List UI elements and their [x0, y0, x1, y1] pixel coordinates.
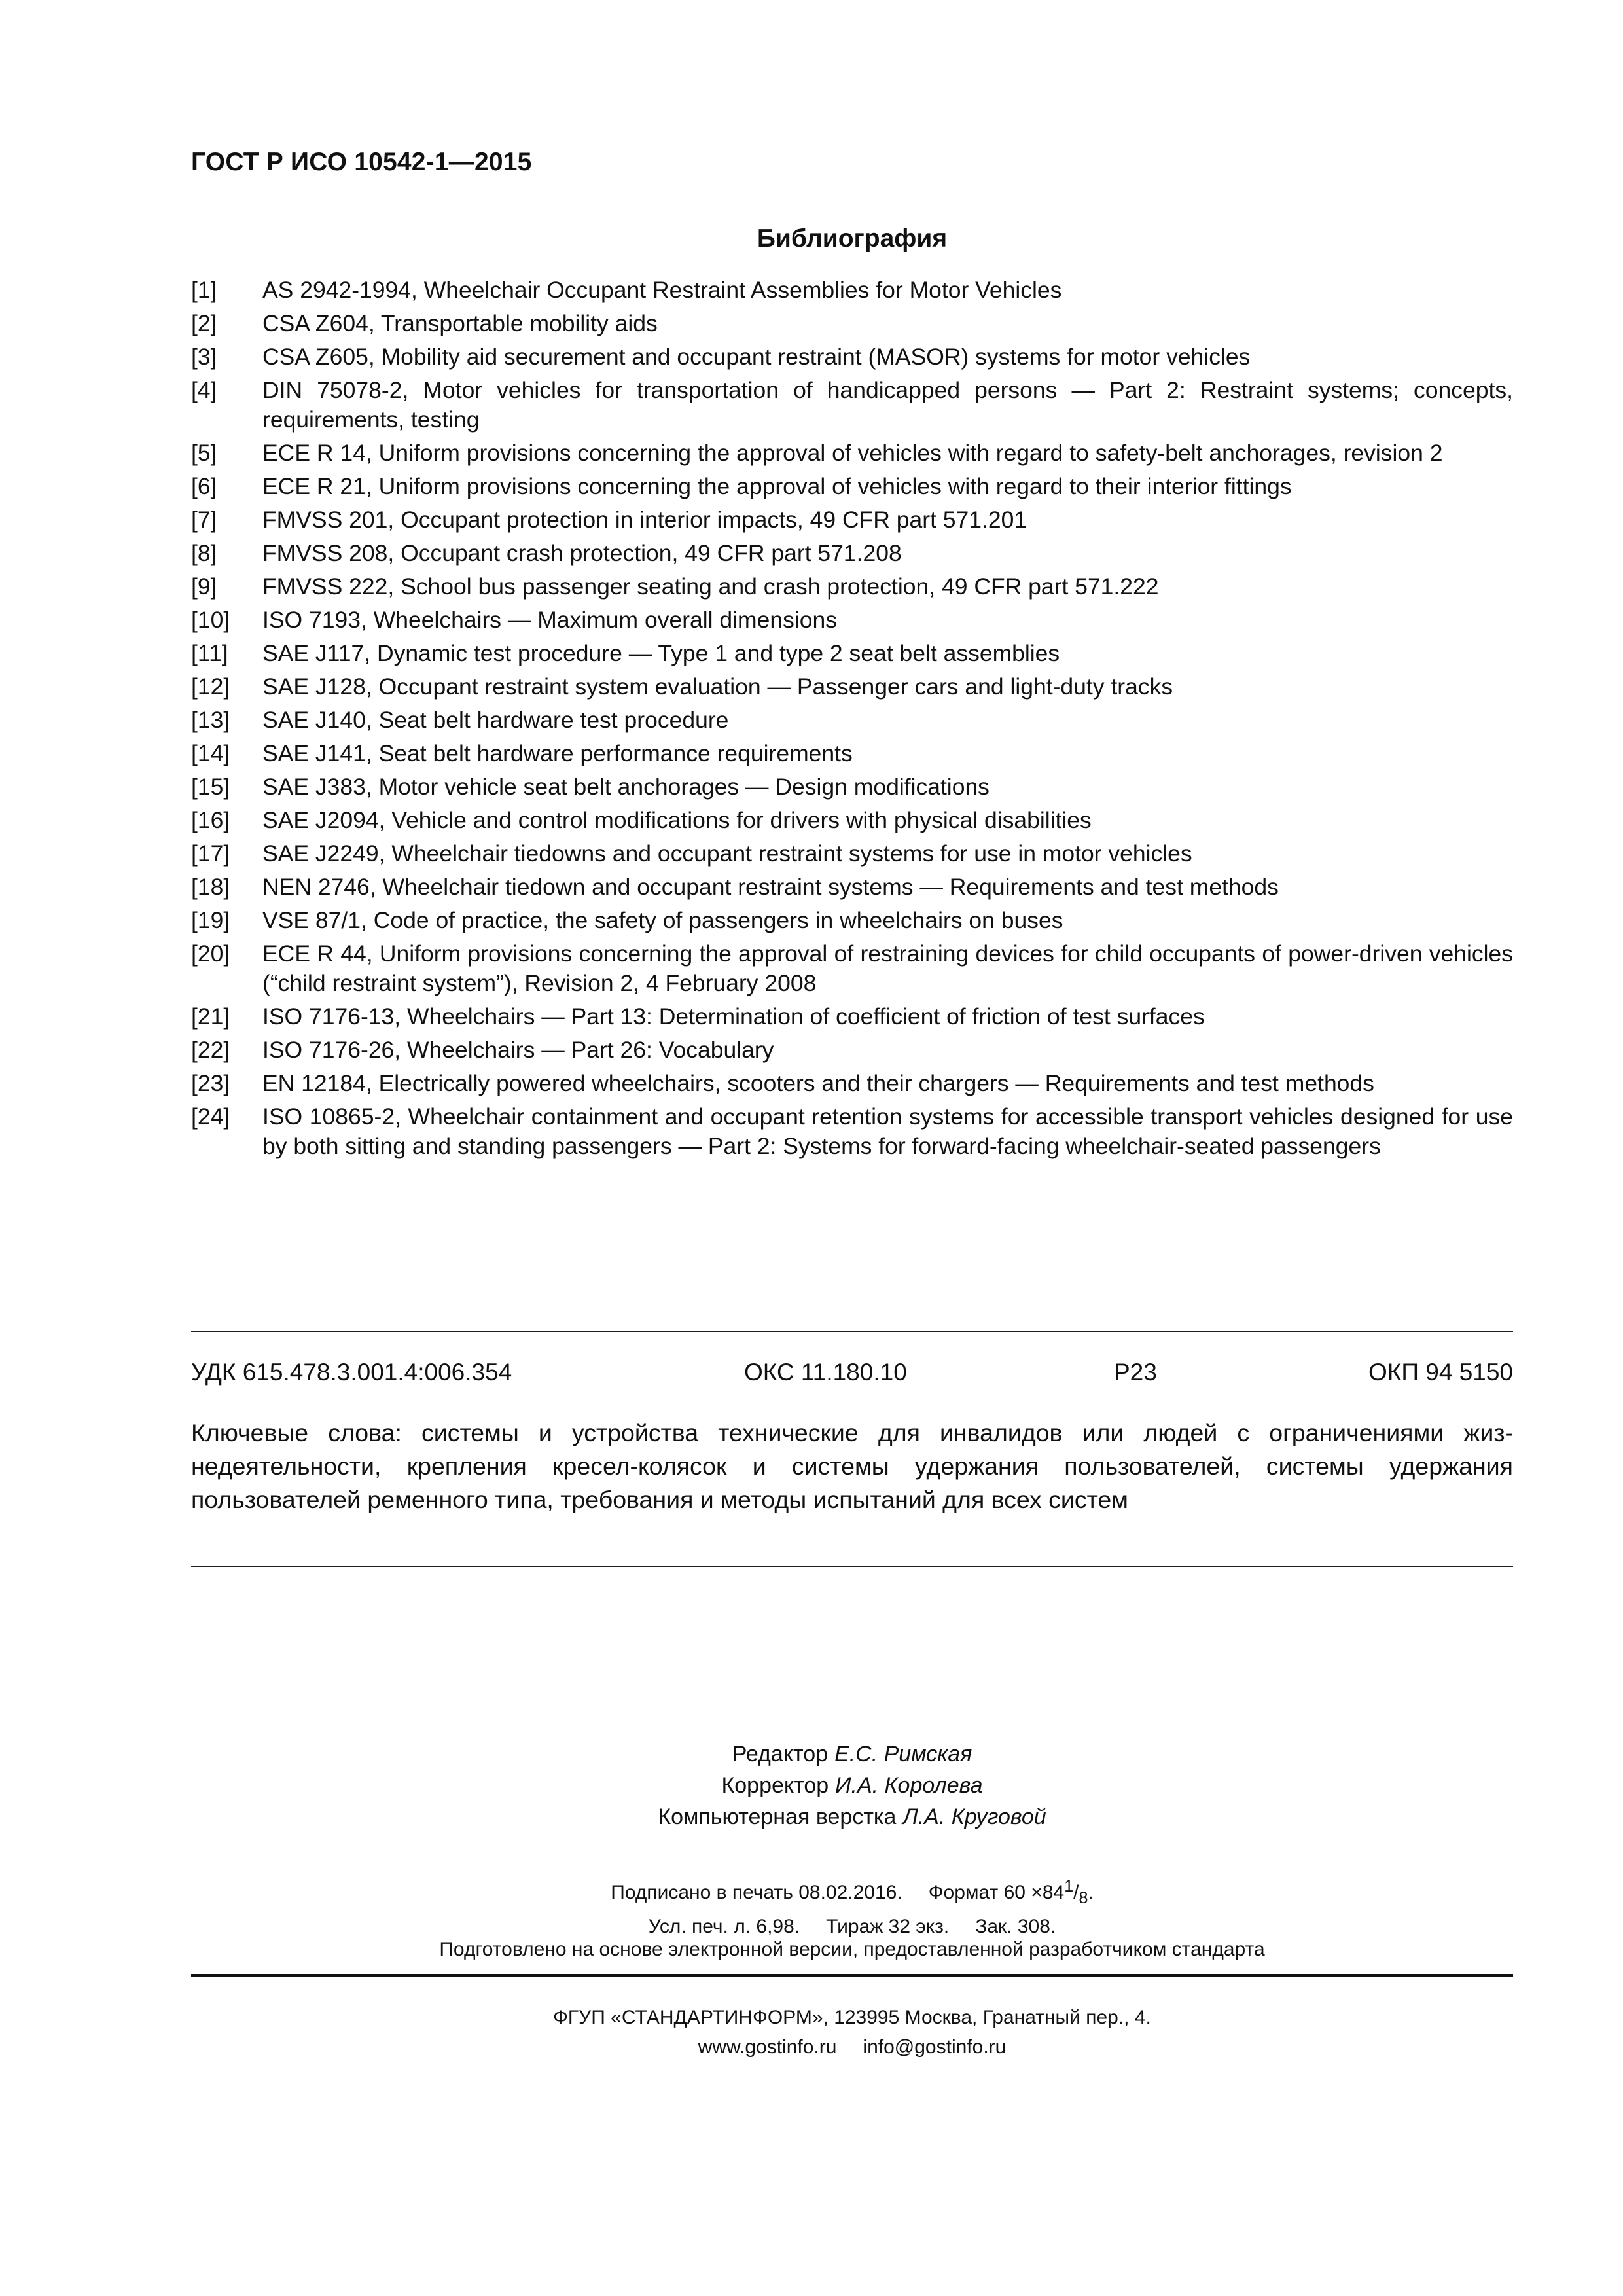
- bibliography-item-text: CSA Z604, Transportable mobility aids: [262, 310, 658, 336]
- bibliography-item: [191, 706, 1513, 735]
- bibliography-item: [191, 806, 1513, 835]
- bibliography-item: [191, 1102, 1513, 1161]
- prepared-note: Подготовлено на основе электронной версии, предоставленной разработчиком стандарта: [439, 1939, 1265, 1960]
- corrector-name: И.А. Королева: [835, 1773, 983, 1798]
- bibliography-item: [191, 839, 1513, 869]
- corrector-line: [0, 1770, 1623, 1801]
- editor-name: Е.С. Римская: [834, 1742, 972, 1767]
- bibliography-item-number: [20]: [191, 941, 230, 967]
- bibliography-item: [191, 505, 1513, 535]
- bibliography-item-number: [14]: [191, 740, 230, 766]
- editor-line: [0, 1738, 1623, 1770]
- bibliography-item: [191, 1069, 1513, 1098]
- publisher-contacts: [0, 2032, 1623, 2062]
- bibliography-item-number: [2]: [191, 310, 217, 336]
- bibliography-item-text: EN 12184, Electrically powered wheelchairs, scooters and their chargers — Requirements and test methods: [262, 1070, 1374, 1096]
- bibliography-item: [191, 309, 1513, 338]
- oks-code: ОКС 11.180.10: [744, 1359, 907, 1386]
- bibliography-item-text: SAE J117, Dynamic test procedure — Type 1 and type 2 seat belt assemblies: [262, 640, 1060, 666]
- bibliography-item: [191, 872, 1513, 902]
- bibliography-item: [191, 605, 1513, 635]
- publisher-block: [0, 2003, 1623, 2062]
- bibliography-list: [191, 276, 1513, 1165]
- editor-label: Редактор: [732, 1742, 829, 1767]
- bibliography-item-number: [21]: [191, 1003, 230, 1030]
- bibliography-item-text: FMVSS 208, Occupant crash protection, 49 CFR part 571.208: [262, 540, 902, 566]
- bibliography-item-number: [9]: [191, 573, 217, 600]
- layout-label: Компьютерная верстка: [658, 1804, 897, 1829]
- bibliography-item-text: DIN 75078-2, Motor vehicles for transportation of handicapped persons — Part 2: Restraint systems; concepts, requirements, testing: [262, 377, 1513, 433]
- bibliography-item: [191, 439, 1513, 468]
- bibliography-item-text: ISO 7176-26, Wheelchairs — Part 26: Vocabulary: [262, 1037, 774, 1063]
- bibliography-item-text: SAE J141, Seat belt hardware performance requirements: [262, 740, 853, 766]
- bibliography-item-number: [18]: [191, 874, 230, 900]
- keywords: Ключевые слова: системы и устройства технические для инвалидов или людей с ограничениями жиз- недеятельности, крепления кресел-колясок и системы удержания пользователей, системы удержания пользователей ременного типа, требования и методы испытаний для всех систем: [191, 1419, 1513, 1513]
- bibliography-item: [191, 672, 1513, 702]
- bibliography-item-number: [13]: [191, 707, 230, 733]
- document-code: ГОСТ Р ИСО 10542-1—2015: [191, 148, 532, 176]
- bibliography-item-text: NEN 2746, Wheelchair tiedown and occupant restraint systems — Requirements and test methods: [262, 874, 1279, 900]
- publisher-website[interactable]: www.gostinfo.ru: [698, 2036, 837, 2058]
- bibliography-item-text: ISO 7193, Wheelchairs — Maximum overall dimensions: [262, 607, 837, 633]
- bibliography-item: [191, 572, 1513, 601]
- bibliography-item-number: [17]: [191, 840, 230, 867]
- bibliography-item-text: SAE J2249, Wheelchair tiedowns and occupant restraint systems for use in motor vehicles: [262, 840, 1192, 867]
- divider-top: [191, 1331, 1513, 1332]
- bibliography-item-number: [22]: [191, 1037, 230, 1063]
- bibliography-item-text: FMVSS 222, School bus passenger seating and crash protection, 49 CFR part 571.222: [262, 573, 1159, 600]
- divider-publisher: [191, 1974, 1513, 1977]
- bibliography-item-number: [19]: [191, 907, 230, 933]
- print-info: [0, 1872, 1623, 1941]
- bibliography-item: [191, 1002, 1513, 1031]
- bibliography-item-text: VSE 87/1, Code of practice, the safety of passengers in wheelchairs on buses: [262, 907, 1063, 933]
- layout-line: [0, 1801, 1623, 1833]
- bibliography-item-number: [7]: [191, 507, 217, 533]
- bibliography-item-number: [3]: [191, 344, 217, 370]
- publisher-email[interactable]: info@gostinfo.ru: [863, 2036, 1007, 2058]
- corrector-label: Корректор: [721, 1773, 829, 1798]
- bibliography-item-text: ECE R 44, Uniform provisions concerning the approval of restraining devices for child occupants of power-driven vehicles (“child restraint system”), Revision 2, 4 February 2008: [262, 941, 1513, 996]
- bibliography-item: [191, 472, 1513, 501]
- bibliography-item-number: [23]: [191, 1070, 230, 1096]
- group-code: Р23: [1114, 1359, 1157, 1386]
- bibliography-item-text: SAE J140, Seat belt hardware test procedure: [262, 707, 729, 733]
- bibliography-item: [191, 906, 1513, 935]
- bibliography-item-number: [11]: [191, 640, 228, 666]
- bibliography-title: Библиография: [757, 224, 948, 253]
- bibliography-item-number: [16]: [191, 807, 230, 833]
- bibliography-item-number: [5]: [191, 440, 217, 466]
- bibliography-item-text: ISO 7176-13, Wheelchairs — Part 13: Determination of coefficient of friction of test surfaces: [262, 1003, 1205, 1030]
- print-info-line-2: [0, 1912, 1623, 1941]
- bibliography-item: [191, 376, 1513, 435]
- print-sheets: Усл. печ. л. 6,98.: [648, 1916, 800, 1937]
- bibliography-item: [191, 739, 1513, 768]
- bibliography-item-number: [8]: [191, 540, 217, 566]
- publisher-address: ФГУП «СТАНДАРТИНФОРМ», 123995 Москва, Гранатный пер., 4.: [553, 2007, 1151, 2028]
- order-number: Зак. 308.: [975, 1916, 1056, 1937]
- bibliography-item-number: [6]: [191, 473, 217, 499]
- print-info-line-1: [0, 1872, 1623, 1912]
- credits-block: [0, 1738, 1623, 1833]
- divider-bottom: [191, 1566, 1513, 1567]
- bibliography-item-text: ECE R 14, Uniform provisions concerning the approval of vehicles with regard to safety-belt anchorages, revision 2: [262, 440, 1443, 466]
- bibliography-item-number: [15]: [191, 774, 230, 800]
- classification-row: [191, 1359, 1513, 1391]
- bibliography-item: [191, 939, 1513, 998]
- bibliography-item-number: [24]: [191, 1103, 230, 1130]
- bibliography-item: [191, 539, 1513, 568]
- bibliography-item-text: SAE J2094, Vehicle and control modifications for drivers with physical disabilities: [262, 807, 1092, 833]
- bibliography-item-text: CSA Z605, Mobility aid securement and occupant restraint (MASOR) systems for motor vehicles: [262, 344, 1251, 370]
- okp-code: ОКП 94 5150: [1368, 1359, 1513, 1386]
- bibliography-item-text: ISO 10865-2, Wheelchair containment and occupant retention systems for accessible transport vehicles designed for use by both sitting and standing passengers — Part 2: Systems for forward-facing wheelchair-seated passengers: [262, 1103, 1513, 1159]
- bibliography-item-number: [4]: [191, 377, 217, 403]
- bibliography-item: [191, 639, 1513, 668]
- bibliography-item: [191, 772, 1513, 802]
- bibliography-item: [191, 276, 1513, 305]
- print-run: Тираж 32 экз.: [826, 1916, 950, 1937]
- bibliography-item-text: SAE J128, Occupant restraint system evaluation — Passenger cars and light-duty tracks: [262, 673, 1173, 700]
- bibliography-item-text: SAE J383, Motor vehicle seat belt anchorages — Design modifications: [262, 774, 990, 800]
- bibliography-item-number: [1]: [191, 277, 217, 303]
- paper-format: Формат $60 \times 84^1/_8$.: [928, 1877, 1094, 1907]
- bibliography-item-number: [12]: [191, 673, 230, 700]
- bibliography-item-text: ECE R 21, Uniform provisions concerning the approval of vehicles with regard to their interior fittings: [262, 473, 1292, 499]
- bibliography-item: [191, 342, 1513, 372]
- signed-date: Подписано в печать 08.02.2016.: [611, 1882, 902, 1903]
- udk-code: УДК 615.478.3.001.4:006.354: [191, 1359, 512, 1386]
- bibliography-item-text: FMVSS 201, Occupant protection in interior impacts, 49 CFR part 571.201: [262, 507, 1027, 533]
- bibliography-item-number: [10]: [191, 607, 230, 633]
- layout-name: Л.А. Круговой: [902, 1804, 1046, 1829]
- bibliography-item-text: AS 2942-1994, Wheelchair Occupant Restraint Assemblies for Motor Vehicles: [262, 277, 1062, 303]
- bibliography-item: [191, 1035, 1513, 1065]
